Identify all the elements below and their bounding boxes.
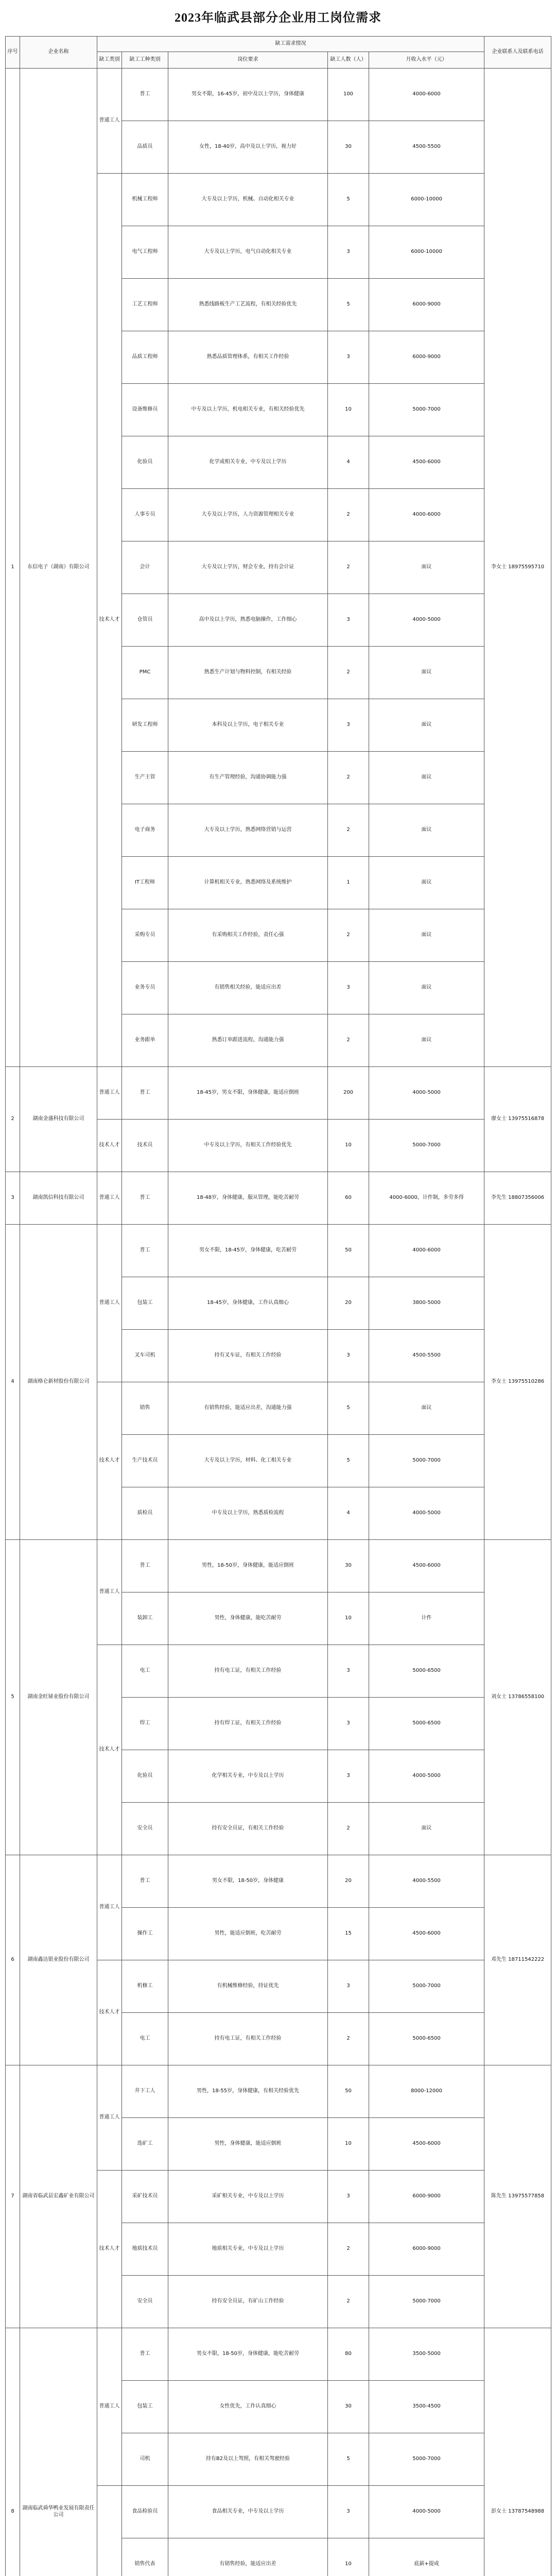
count-cell: 3 [328,1960,369,2013]
position-cell: 机械工程师 [122,174,168,226]
salary-cell: 5000-7000 [369,1960,484,2013]
requirement-cell: 持有焊工证，有相关工作经验 [168,1698,328,1750]
salary-cell: 5000-7000 [369,1120,484,1172]
position-cell: 叉车司机 [122,1330,168,1382]
count-cell: 10 [328,384,369,436]
requirement-cell: 女性优先，工作认真细心 [168,2381,328,2433]
count-cell: 3 [328,2171,369,2223]
position-cell: 技术员 [122,1120,168,1172]
requirement-cell: 持有叉车证，有相关工作经验 [168,1330,328,1382]
position-cell: 销售代表 [122,2538,168,2576]
requirement-cell: 大专及以上学历，人力资源管理相关专业 [168,489,328,541]
position-cell: 人事专员 [122,489,168,541]
salary-cell: 计件 [369,1592,484,1645]
category-cell: 技术人才 [97,2171,122,2328]
position-cell: 电气工程师 [122,226,168,279]
count-cell: 5 [328,1435,369,1487]
position-cell: 研发工程师 [122,699,168,752]
position-cell: 化验员 [122,436,168,489]
requirement-cell: 高中及以上学历，熟悉电脑操作，工作细心 [168,594,328,647]
company-index: 6 [6,1855,20,2065]
count-cell: 3 [328,1330,369,1382]
requirement-cell: 持有安全员证，有相关工作经验 [168,1803,328,1855]
table-row [6,1172,551,1225]
company-name: 湖南省临武县宏鑫矿业有限公司 [20,2065,97,2328]
salary-cell: 5000-7000 [369,384,484,436]
requirement-cell: 女性，18-40岁，高中及以上学历，视力好 [168,121,328,174]
count-cell: 5 [328,1382,369,1435]
category-cell: 技术人才 [97,1120,122,1172]
position-cell: 普工 [122,1225,168,1277]
position-cell: 品质员 [122,121,168,174]
salary-cell: 5000-6500 [369,1645,484,1698]
requirement-cell: 有销售经验，能适应出差 [168,2538,328,2576]
position-cell: 普工 [122,1067,168,1120]
requirement-cell: 持有电工证，有相关工作经验 [168,2013,328,2065]
count-cell: 50 [328,1225,369,1277]
salary-cell: 面议 [369,1014,484,1067]
salary-cell: 4500-6000 [369,1540,484,1592]
salary-cell: 6000-9000 [369,279,484,331]
salary-cell: 面议 [369,541,484,594]
position-cell: IT工程师 [122,857,168,909]
category-cell: 普通工人 [97,1540,122,1645]
requirement-cell: 有销售经验，能适应出差，沟通能力强 [168,1382,328,1435]
requirement-cell: 大专及以上学历，机械、自动化相关专业 [168,174,328,226]
requirement-cell: 中专及以上学历，机电相关专业，有相关经验优先 [168,384,328,436]
position-cell: 工艺工程师 [122,279,168,331]
salary-cell: 底薪+提成 [369,2538,484,2576]
position-cell: 安全员 [122,1803,168,1855]
contact-cell: 李女士 13975510286 [484,1225,551,1540]
count-cell: 2 [328,1014,369,1067]
company-name: 东信电子（湖南）有限公司 [20,69,97,1067]
count-cell: 2 [328,1803,369,1855]
position-cell: 包装工 [122,2381,168,2433]
company-index: 5 [6,1540,20,1855]
count-cell: 2 [328,2013,369,2065]
company-name: 湖南临武舜华鸭业发展有限责任公司 [20,2328,97,2576]
position-cell: 司机 [122,2433,168,2486]
header-salary: 月收入水平（元） [369,52,484,69]
salary-cell: 4000-6000 [369,1225,484,1277]
position-cell: 选矿工 [122,2118,168,2171]
salary-cell: 4500-6000 [369,436,484,489]
category-cell: 技术人才 [97,1960,122,2065]
count-cell: 1 [328,857,369,909]
count-cell: 4 [328,436,369,489]
contact-cell: 廖女士 13975516878 [484,1067,551,1172]
requirement-cell: 计算机相关专业，熟悉网络及系统维护 [168,857,328,909]
salary-cell: 6000-10000 [369,226,484,279]
count-cell: 2 [328,804,369,857]
salary-cell: 面议 [369,804,484,857]
requirement-cell: 熟悉品质管理体系，有相关工作经验 [168,331,328,384]
requirement-cell: 大专及以上学历，材料、化工相关专业 [168,1435,328,1487]
requirement-cell: 18-45岁，身体健康，工作认真细心 [168,1277,328,1330]
category-cell: 技术人才 [97,174,122,1067]
count-cell: 4 [328,1487,369,1540]
requirement-cell: 持有电工证，有相关工作经验 [168,1645,328,1698]
count-cell: 30 [328,121,369,174]
count-cell: 10 [328,2538,369,2576]
contact-cell: 李女士 18975595710 [484,69,551,1067]
count-cell: 5 [328,174,369,226]
requirement-cell: 大专及以上学历，电气自动化相关专业 [168,226,328,279]
header-group: 缺工需求情况 [97,37,484,52]
requirement-cell: 本科及以上学历，电子相关专业 [168,699,328,752]
salary-cell: 4500-6000 [369,1908,484,1960]
category-cell: 普通工人 [97,69,122,174]
header-count: 缺工人数（人） [328,52,369,69]
count-cell: 2 [328,752,369,804]
company-name: 湖南金旺铋业股份有限公司 [20,1540,97,1855]
count-cell: 5 [328,279,369,331]
category-cell: 普通工人 [97,2065,122,2171]
position-cell: 质检员 [122,1487,168,1540]
salary-cell: 6000-10000 [369,174,484,226]
count-cell: 5 [328,2433,369,2486]
requirement-cell: 化学相关专业，中专及以上学历 [168,1750,328,1803]
salary-cell: 5000-7000 [369,2433,484,2486]
count-cell: 60 [328,1172,369,1225]
requirement-cell: 男性，18-50岁，身体健康，能适应倒班 [168,1540,328,1592]
requirement-cell: 食品相关专业，中专及以上学历 [168,2486,328,2538]
position-cell: 普工 [122,1540,168,1592]
table-row [6,1067,551,1120]
requirement-cell: 中专及以上学历，熟悉质检流程 [168,1487,328,1540]
header-company: 企业名称 [20,37,97,69]
count-cell: 3 [328,2486,369,2538]
header-requirement: 岗位要求 [168,52,328,69]
requirement-cell: 化学或相关专业，中专及以上学历 [168,436,328,489]
header-position: 缺工工种类别 [122,52,168,69]
category-cell: 普通工人 [97,1172,122,1225]
requirement-cell: 有机械维修经验，持证优先 [168,1960,328,2013]
table-row [6,69,551,121]
category-cell: 普通工人 [97,1225,122,1382]
salary-cell: 面议 [369,647,484,699]
salary-cell: 5000-6500 [369,1698,484,1750]
position-cell: 销售 [122,1382,168,1435]
position-cell: PMC [122,647,168,699]
contact-cell: 李先生 18807356006 [484,1172,551,1225]
salary-cell: 6000-9000 [369,331,484,384]
requirement-cell: 采矿相关专业，中专及以上学历 [168,2171,328,2223]
salary-cell: 4000-5000 [369,2486,484,2538]
requirement-cell: 男女不限，18-50岁，身体健康，能吃苦耐劳 [168,2328,328,2381]
category-cell: 普通工人 [97,1067,122,1120]
company-index: 4 [6,1225,20,1540]
position-cell: 业务跟单 [122,1014,168,1067]
position-cell: 操作工 [122,1908,168,1960]
requirement-cell: 男女不限，18-45岁，身体健康，吃苦耐劳 [168,1225,328,1277]
requirement-cell: 有生产管理经验，沟通协调能力强 [168,752,328,804]
salary-cell: 6000-9000 [369,2223,484,2276]
contact-cell: 彭女士 13787548988 [484,2328,551,2576]
company-name: 湖南金盛科技有限公司 [20,1067,97,1172]
salary-cell: 3800-5000 [369,1277,484,1330]
count-cell: 2 [328,2223,369,2276]
company-name: 湖南鑫达银业股份有限公司 [20,1855,97,2065]
position-cell: 品质工程师 [122,331,168,384]
category-cell: 技术人才 [97,1645,122,1855]
salary-cell: 3500-5000 [369,2328,484,2381]
requirement-cell: 男性，能适应倒班，吃苦耐劳 [168,1908,328,1960]
salary-cell: 4000-5500 [369,1855,484,1908]
requirement-cell: 熟悉订单跟进流程，沟通能力强 [168,1014,328,1067]
position-cell: 食品检验员 [122,2486,168,2538]
count-cell: 3 [328,594,369,647]
requirement-cell: 持有安全员证，有矿山工作经验 [168,2276,328,2328]
salary-cell: 面议 [369,857,484,909]
salary-cell: 面议 [369,962,484,1014]
count-cell: 15 [328,1908,369,1960]
requirement-cell: 大专及以上学历，熟悉网络营销与运营 [168,804,328,857]
count-cell: 80 [328,2328,369,2381]
requirement-cell: 男女不限，18-50岁，身体健康 [168,1855,328,1908]
salary-cell: 5000-6500 [369,2013,484,2065]
position-cell: 普工 [122,1172,168,1225]
salary-cell: 4500-6000 [369,2118,484,2171]
table-row [6,2065,551,2118]
salary-cell: 6000-9000 [369,2171,484,2223]
salary-cell: 4500-5500 [369,121,484,174]
position-cell: 普工 [122,69,168,121]
requirement-cell: 男性，身体健康，能吃苦耐劳 [168,1592,328,1645]
count-cell: 2 [328,647,369,699]
count-cell: 20 [328,1277,369,1330]
requirement-cell: 大专及以上学历，财会专业，持有会计证 [168,541,328,594]
category-cell: 技术人才 [97,1382,122,1540]
position-cell: 机修工 [122,1960,168,2013]
salary-cell: 5000-7000 [369,1435,484,1487]
count-cell: 3 [328,1645,369,1698]
count-cell: 30 [328,2381,369,2433]
requirement-cell: 18-48岁，身体健康，服从管理，能吃苦耐劳 [168,1172,328,1225]
table-row [6,1855,551,1908]
count-cell: 20 [328,1855,369,1908]
company-index: 7 [6,2065,20,2328]
position-cell: 设备维修员 [122,384,168,436]
requirement-cell: 有销售相关经验，能适应出差 [168,962,328,1014]
count-cell: 100 [328,69,369,121]
requirement-cell: 男性，身体健康，能适应倒班 [168,2118,328,2171]
recruitment-table [5,36,551,2576]
salary-cell: 4000-5000 [369,1067,484,1120]
salary-cell: 8000-12000 [369,2065,484,2118]
salary-cell: 面议 [369,752,484,804]
requirement-cell: 熟悉线路板生产工艺流程，有相关经验优先 [168,279,328,331]
category-cell: 普通工人 [97,1855,122,1960]
position-cell: 电工 [122,1645,168,1698]
salary-cell: 面议 [369,1382,484,1435]
table-row [6,1225,551,1277]
count-cell: 3 [328,226,369,279]
salary-cell: 4500-5500 [369,1330,484,1382]
salary-cell: 3500-4500 [369,2381,484,2433]
position-cell: 采购专员 [122,909,168,962]
count-cell: 2 [328,2276,369,2328]
company-name: 湖南凯信科技有限公司 [20,1172,97,1225]
count-cell: 3 [328,1698,369,1750]
position-cell: 电子商务 [122,804,168,857]
company-index: 2 [6,1067,20,1172]
count-cell: 3 [328,699,369,752]
table-row [6,1540,551,1592]
header-contact: 企业联系人及联系电话 [484,37,551,69]
requirement-cell: 有采购相关工作经验，责任心强 [168,909,328,962]
count-cell: 2 [328,541,369,594]
requirement-cell: 男性，18-55岁，身体健康，有相关经验优先 [168,2065,328,2118]
salary-cell: 4000-5000 [369,1487,484,1540]
position-cell: 普工 [122,1855,168,1908]
company-name: 湖南格仑新材股份有限公司 [20,1225,97,1540]
company-index: 3 [6,1172,20,1225]
table-body [6,69,551,2576]
position-cell: 焊工 [122,1698,168,1750]
position-cell: 生产主管 [122,752,168,804]
page-title: 2023年临武县部分企业用工岗位需求 [175,11,381,25]
position-cell: 会计 [122,541,168,594]
position-cell: 化验员 [122,1750,168,1803]
salary-cell: 面议 [369,909,484,962]
contact-cell: 刘女士 13786558100 [484,1540,551,1855]
count-cell: 30 [328,1540,369,1592]
category-cell: 普通工人 [97,2328,122,2486]
salary-cell: 面议 [369,699,484,752]
position-cell: 电工 [122,2013,168,2065]
salary-cell: 4000-5000 [369,594,484,647]
requirement-cell: 地质相关专业，中专及以上学历 [168,2223,328,2276]
count-cell: 3 [328,331,369,384]
count-cell: 2 [328,489,369,541]
contact-cell: 陈先生 13975577858 [484,2065,551,2328]
position-cell: 包装工 [122,1277,168,1330]
category-cell [97,2486,122,2576]
position-cell: 安全员 [122,2276,168,2328]
requirement-cell: 中专及以上学历，有相关工作经验优先 [168,1120,328,1172]
count-cell: 10 [328,1592,369,1645]
count-cell: 3 [328,962,369,1014]
salary-cell: 4000-6000，计件制，多劳多得 [369,1172,484,1225]
requirement-cell: 熟悉生产计划与物料控制，有相关经验 [168,647,328,699]
count-cell: 2 [328,909,369,962]
salary-cell: 面议 [369,1803,484,1855]
salary-cell: 5000-7000 [369,2276,484,2328]
count-cell: 200 [328,1067,369,1120]
position-cell: 生产技术员 [122,1435,168,1487]
requirement-cell: 男女不限，16-45岁，初中及以上学历，身体健康 [168,69,328,121]
salary-cell: 4000-6000 [369,69,484,121]
company-index: 8 [6,2328,20,2576]
salary-cell: 4000-5000 [369,1750,484,1803]
salary-cell: 4000-6000 [369,489,484,541]
company-index: 1 [6,69,20,1067]
count-cell: 50 [328,2065,369,2118]
position-cell: 井下工人 [122,2065,168,2118]
position-cell: 业务专员 [122,962,168,1014]
position-cell: 采矿技术员 [122,2171,168,2223]
count-cell: 10 [328,2118,369,2171]
count-cell: 3 [328,1750,369,1803]
table-row [6,2328,551,2381]
contact-cell: 邓先生 18711542222 [484,1855,551,2065]
position-cell: 装卸工 [122,1592,168,1645]
position-cell: 地质技术员 [122,2223,168,2276]
count-cell: 10 [328,1120,369,1172]
position-cell: 仓管员 [122,594,168,647]
position-cell: 普工 [122,2328,168,2381]
header-index: 序号 [6,37,20,69]
requirement-cell: 18-45岁，男女不限，身体健康，能适应倒班 [168,1067,328,1120]
header-category: 缺工类别 [97,52,122,69]
requirement-cell: 持有B2及以上驾照，有相关驾驶经验 [168,2433,328,2486]
